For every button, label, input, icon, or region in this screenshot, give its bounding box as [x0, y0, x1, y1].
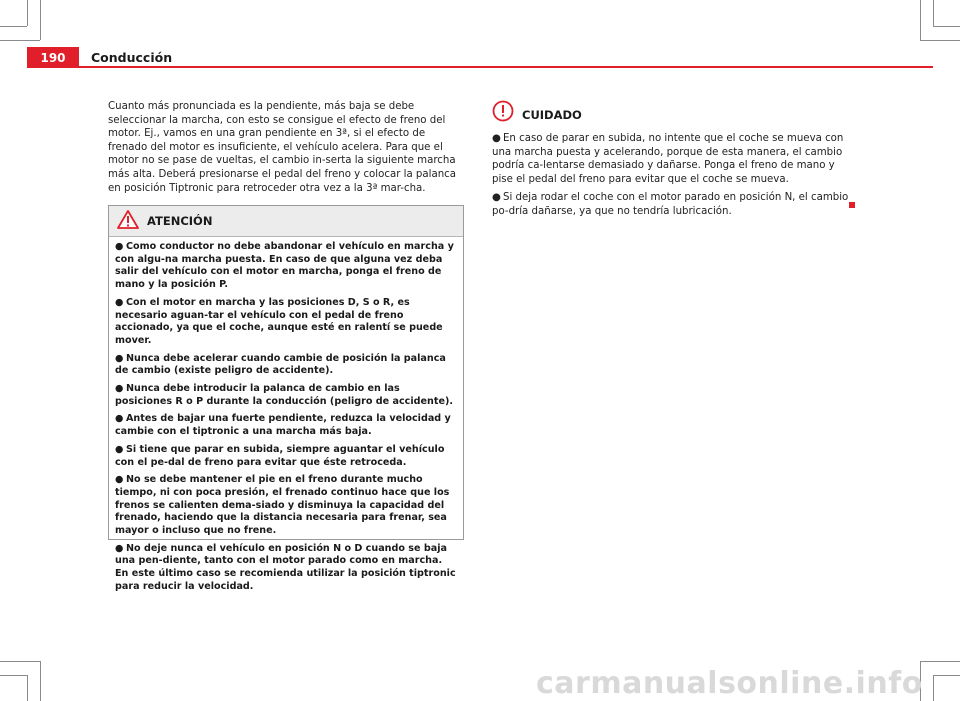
crop-mark [920, 40, 960, 41]
header-rule [79, 66, 933, 68]
list-item [115, 297, 457, 348]
crop-mark [933, 26, 960, 27]
crop-mark [0, 40, 40, 41]
watermark: carmanualsonline.info [536, 666, 923, 701]
warning-box [108, 205, 464, 592]
caution-circle-icon [492, 100, 514, 126]
list-item [115, 383, 457, 408]
section-end-marker [849, 202, 855, 208]
warning-list [109, 237, 463, 594]
page-number: 190 [27, 47, 79, 68]
item-text: Nunca debe acelerar cuando cambie de posición la palanca de cambio (existe peligro de accidente). [115, 352, 446, 377]
crop-mark [0, 26, 27, 27]
crop-mark [920, 661, 960, 662]
crop-mark [920, 0, 921, 40]
list-item [492, 191, 850, 218]
item-text: No se debe mantener el pie en el freno durante mucho tiempo, ni con poca presión, el frenado continuo hace que los frenos se calienten dema-siado y disminuya la capacidad del frenado, haciendo que la distancia necesaria para frenar, sea mayor o incluso que no frene. [115, 474, 450, 537]
intro-paragraph: Cuanto más pronunciada es la pendiente, más baja se debe seleccionar la marcha, con esto se consigue el efecto de freno del motor. Ej., vamos en una gran pendiente en 3ª, si el efecto de frenado del motor es insuficiente, el vehículo acelera. Para que el motor no se pase de vueltas, el cambio in-serta la siguiente marcha más alta. Deberá presionarse el pedal del freno y colocar la palanca en posición Tiptronic para retroceder otra vez a la 3ª mar-cha. [108, 101, 457, 194]
bullet: ● [115, 443, 124, 455]
section-title: Conducción [91, 50, 173, 65]
item-text: En caso de parar en subida, no intente que el coche se mueva con una marcha puesta y acelerando, porque de esta manera, el cambio podría ca-lentarse demasiado y dañarse. Ponga el freno de mano y pise el pedal del freno para evitar que el coche se mueva. [492, 133, 844, 185]
crop-mark [0, 675, 27, 676]
warning-triangle-icon [117, 210, 139, 233]
list-item [492, 132, 850, 186]
crop-mark [27, 0, 28, 26]
crop-mark [40, 661, 41, 701]
bullet: ● [115, 352, 124, 364]
item-text: Si deja rodar el coche con el motor parado en posición N, el cambio po-dría dañarse, ya que no tendría lubricación. [492, 192, 849, 217]
warning-title: ATENCIÓN [147, 214, 213, 228]
list-item [115, 241, 457, 292]
crop-mark [933, 675, 934, 701]
crop-mark [0, 661, 40, 662]
item-text: Como conductor no debe abandonar el vehículo en marcha y con algu-na marcha puesta. En caso de que alguna vez deba salir del vehículo con el motor en marcha, ponga el freno de mano y la posición P. [115, 241, 454, 291]
bullet: ● [492, 133, 501, 144]
item-text: Nunca debe introducir la palanca de cambio en las posiciones R o P durante la conducción (peligro de accidente). [115, 383, 453, 407]
right-column [492, 100, 850, 224]
bullet: ● [115, 241, 124, 252]
bullet: ● [115, 413, 124, 425]
warning-header [109, 206, 463, 237]
bullet: ● [115, 383, 124, 395]
bullet: ● [115, 296, 124, 308]
list-item [115, 444, 457, 469]
bullet: ● [115, 474, 124, 486]
item-text: Antes de bajar una fuerte pendiente, reduzca la velocidad y cambie con el tiptronic a una marcha más baja. [115, 413, 451, 438]
crop-mark [40, 0, 41, 40]
list-item [115, 413, 457, 438]
crop-mark [933, 675, 960, 676]
list-item [115, 353, 457, 378]
bullet: ● [115, 542, 124, 554]
list-item [115, 543, 457, 594]
crop-mark [933, 0, 934, 26]
caution-header [492, 100, 850, 126]
item-text: Si tiene que parar en subida, siempre aguantar el vehículo con el pe-dal de freno para evitar que éste retroceda. [115, 443, 445, 468]
list-item [115, 474, 457, 538]
item-text: Con el motor en marcha y las posiciones D, S o R, es necesario aguan-tar el vehículo con el pedal de freno accionado, ya que el coche, aunque esté en ralentí se puede mover. [115, 296, 443, 346]
crop-mark [27, 675, 28, 701]
item-text: No deje nunca el vehículo en posición N o D cuando se baja una pen-diente, tanto con el motor parado como en marcha. En este último caso se recomienda utilizar la posición tiptronic para reducir la velocidad. [115, 542, 456, 592]
bullet: ● [492, 192, 501, 204]
left-column [108, 100, 466, 195]
caution-title: CUIDADO [522, 108, 582, 122]
